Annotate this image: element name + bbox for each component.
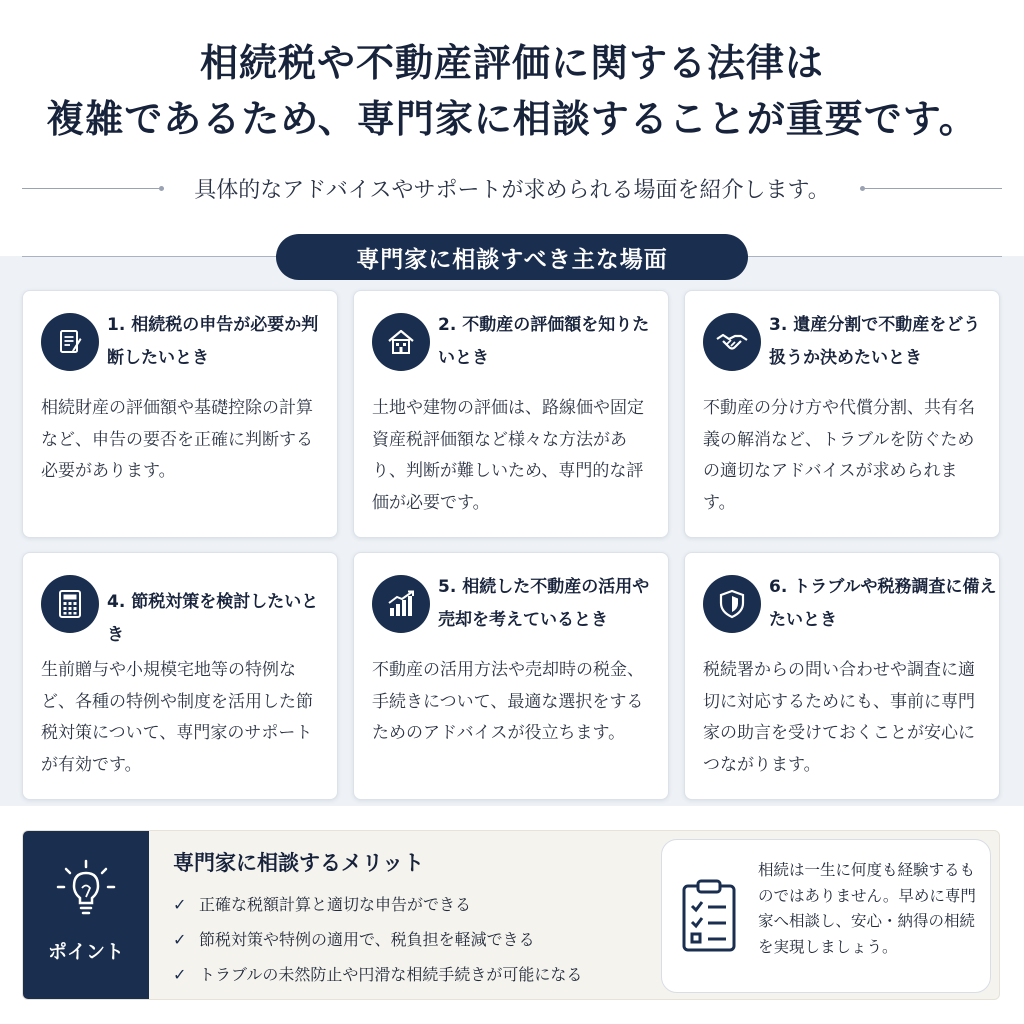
merit-text: トラブルの未然防止や円滑な相続手続きが可能になる (199, 965, 583, 984)
headline-line-1: 相続税や不動産評価に関する法律は (199, 40, 824, 85)
note-card (661, 839, 991, 993)
divider-right (860, 188, 1002, 189)
card-body: 不動産の分け方や代償分割、共有名義の解消など、トラブルを防ぐための適切なアドバイスが求められます。 (703, 398, 975, 513)
lightbulb-icon (54, 857, 118, 925)
shield-icon (703, 575, 761, 633)
merit-title: 専門家に相談するメリット (173, 851, 425, 875)
card-title: 4. 節税対策を検討したいとき (107, 592, 319, 645)
card-body: 生前贈与や小規模宅地等の特例など、各種の特例や制度を活用した節税対策について、専門家のサポートが有効です。 (41, 660, 313, 775)
card-title: 6. トラブルや税務調査に備えたいとき (769, 577, 997, 630)
check-icon: ✓ (173, 895, 187, 914)
card-body: 相続財産の評価額や基礎控除の計算など、申告の要否を正確に判断する必要があります。 (41, 398, 313, 481)
card-title: 1. 相続税の申告が必要か判断したいとき (107, 315, 319, 368)
merit-item (173, 922, 582, 957)
headline-line-2: 複雑であるため、専門家に相談することが重要です。 (46, 96, 978, 141)
section-title: 専門家に相談すべき主な場面 (276, 234, 748, 280)
merit-item (173, 957, 582, 992)
subtitle-row (22, 168, 1002, 208)
merit-item (173, 887, 582, 922)
merit-text: 正確な税額計算と適切な申告ができる (199, 895, 472, 914)
scenario-card-2 (353, 290, 669, 538)
scenario-card-5 (353, 552, 669, 800)
card-body: 不動産の活用方法や売却時の税金、手続きについて、最適な選択をするためのアドバイスが役立ちます。 (372, 660, 644, 743)
growth-chart-icon (372, 575, 430, 633)
merit-section (22, 830, 1000, 1000)
document-icon (41, 313, 99, 371)
handshake-icon (703, 313, 761, 371)
card-title: 3. 遺産分割で不動産をどう扱うか決めたいとき (769, 315, 981, 368)
merit-list (173, 887, 582, 992)
check-icon: ✓ (173, 965, 187, 984)
scenario-card-4 (22, 552, 338, 800)
divider-left (22, 188, 164, 189)
house-icon (372, 313, 430, 371)
point-label: ポイント (47, 941, 124, 963)
check-icon: ✓ (173, 930, 187, 949)
card-body: 税続署からの問い合わせや調査に適切に対応するためにも、事前に専門家の助言を受けておくことが安心につながります。 (703, 660, 975, 775)
card-title: 2. 不動産の評価額を知りたいとき (438, 315, 650, 368)
scenario-card-1 (22, 290, 338, 538)
merit-text: 節税対策や特例の適用で、税負担を軽減できる (199, 930, 535, 949)
note-text: 相続は一生に何度も経験するものではありません。早めに専門家へ相談し、安心・納得の相続を実現しましょう。 (758, 861, 976, 956)
scenario-card-3 (684, 290, 1000, 538)
clipboard-checklist-icon (680, 878, 738, 958)
subtitle: 具体的なアドバイスやサポートが求められる場面を紹介します。 (194, 177, 830, 203)
scenario-card-6 (684, 552, 1000, 800)
headline (0, 36, 1024, 148)
card-body: 土地や建物の評価は、路線価や固定資産税評価額など様々な方法があり、判断が難しいため、専門的な評価が必要です。 (372, 398, 644, 513)
calculator-icon (41, 575, 99, 633)
card-title: 5. 相続した不動産の活用や売却を考えているとき (438, 577, 650, 630)
point-box (23, 831, 149, 1000)
